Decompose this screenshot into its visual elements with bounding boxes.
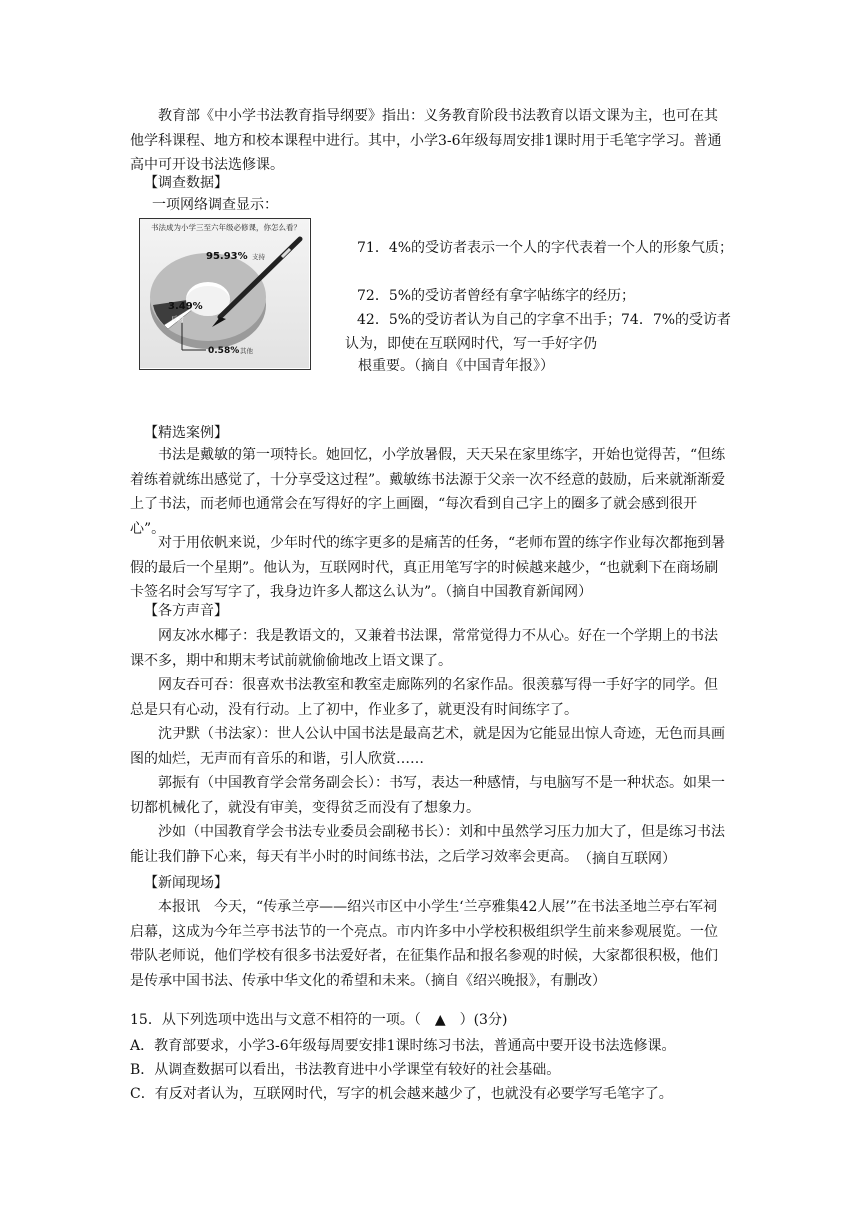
- cases-heading: 【精选案例】: [144, 425, 228, 441]
- option-a[interactable]: A．教育部要求，小学3-6年级每周要安排1课时练习书法，普通高中要开设书法选修课。: [130, 1038, 676, 1054]
- support-label: 支持: [252, 253, 265, 261]
- question-stem-d: 符的一项。（ ▲ ）(3分): [343, 1012, 508, 1028]
- question-stem-emph-1: 不: [315, 1012, 330, 1028]
- voice-5: 沙如（中国教育学会书法专业委员会副秘书长）：刘和中虽然学习压力加大了，但是练习书法能让我们静下心来，每天有半小时的时间练书法，之后学习效率会更高。: [130, 824, 725, 865]
- other-pct: 0.58%: [208, 346, 240, 356]
- support-pct: 95.93%: [206, 251, 248, 262]
- chart-title: 书法成为小学三至六年级必修课，你怎么看？: [151, 223, 301, 232]
- survey-chart: [139, 218, 311, 370]
- cases-paragraph-2: 对于用依帆来说，少年时代的练字更多的是痛苦的任务，“老师布置的练字作业每次都拖到暑假的最后一个星期”。他认为，互联网时代，真正用笔写字的时候越来越少，“也就剩下在商场刷卡签名时会写写字了，我身边许多人都这么认为”。（摘自中国教育新闻网）: [130, 535, 726, 600]
- survey-stat-4: 根重要。（摘自《中国青年报》）: [358, 358, 554, 374]
- survey-lead: 一项网络调查显示：: [152, 197, 278, 213]
- option-c[interactable]: C．有反对者认为，互联网时代，写字的机会越来越少了，也就没有必要学写毛笔字了。: [130, 1086, 673, 1102]
- voices-source: （摘自互联网）: [578, 851, 676, 867]
- question-stem-emph-2: 相: [329, 1012, 344, 1028]
- question-stem-a: 15．从下列选项中选出与文意: [130, 1012, 316, 1028]
- oppose-pct: 3.49%: [168, 301, 203, 312]
- voice-1: 网友冰水椰子：我是教语文的，又兼着书法课，常常觉得力不从心。好在一个学期上的书法课不多，期中和期末考试前就偷偷地改上语文课了。: [130, 628, 718, 669]
- voice-2: 网友吞可吞：很喜欢书法教室和教室走廊陈列的名家作品。很羡慕写得一手好字的同学。但总是只有心动，没有行动。上了初中，作业多了，就更没有时间练字了。: [130, 677, 718, 718]
- intro-paragraph: 教育部《中小学书法教育指导纲要》指出：义务教育阶段书法教育以语文课为主，也可在其他学科课程、地方和校本课程中进行。其中，小学3-6年级每周安排1课时用于毛笔字学习。普通高中可开设书法选修课。: [130, 108, 722, 173]
- survey-stat-2: 72．5%的受访者曾经有拿字帖练字的经历；: [357, 288, 636, 304]
- question-stem: [130, 1008, 740, 1032]
- voice-4: 郭振有（中国教育学会常务副会长）：书写，表达一种感情，与电脑写不是一种状态。如果一切都机械化了，就没有审美，变得贫乏而没有了想象力。: [130, 775, 725, 816]
- survey-stat-1: 71．4%的受访者表示一个人的字代表着一个人的形象气质；: [357, 240, 734, 256]
- survey-chart-svg: [140, 219, 309, 368]
- other-label: 其他: [240, 347, 253, 355]
- voice-3: 沈尹默（书法家）：世人公认中国书法是最高艺术，就是因为它能显出惊人奇迹，无色而具画图的灿烂，无声而有音乐的和谐，引人欣赏……: [130, 726, 725, 767]
- survey-heading: 【调查数据】: [144, 175, 228, 191]
- news-paragraph: 本报讯 今天，“传承兰亭——绍兴市区中小学生‘兰亭雅集42人展’”在书法圣地兰亭右军祠启幕，这成为今年兰亭书法节的一个亮点。市内许多中小学校积极组织学生前来参观展览。一位带队老师说，他们学校有很多书法爱好者，在征集作品和报名参观的时候，大家都很积极，他们是传承中国书法、传承中华文化的希望和未来。（摘自《绍兴晚报》，有删改）: [130, 899, 718, 989]
- news-heading: 【新闻现场】: [144, 875, 228, 891]
- voices-heading: 【各方声音】: [144, 603, 228, 619]
- option-b[interactable]: B．从调查数据可以看出，书法教育进中小学课堂有较好的社会基础。: [130, 1062, 561, 1078]
- oppose-label: 反对: [171, 315, 184, 323]
- survey-stat-3: 42．5%的受访者认为自己的字拿不出手；74．7%的受访者认为，即使在互联网时代，写一手好字仍: [345, 312, 732, 352]
- cases-paragraph-1: 书法是戴敏的第一项特长。她回忆，小学放暑假，天天呆在家里练字，开始也觉得苦，“但练着练着就练出感觉了，十分享受这过程”。戴敏练书法源于父亲一次不经意的鼓励，后来就渐渐爱上了书法，而老师也通常会在写得好的字上画圈，“每次看到自己字上的圈多了就会感到很开心”。: [130, 447, 726, 537]
